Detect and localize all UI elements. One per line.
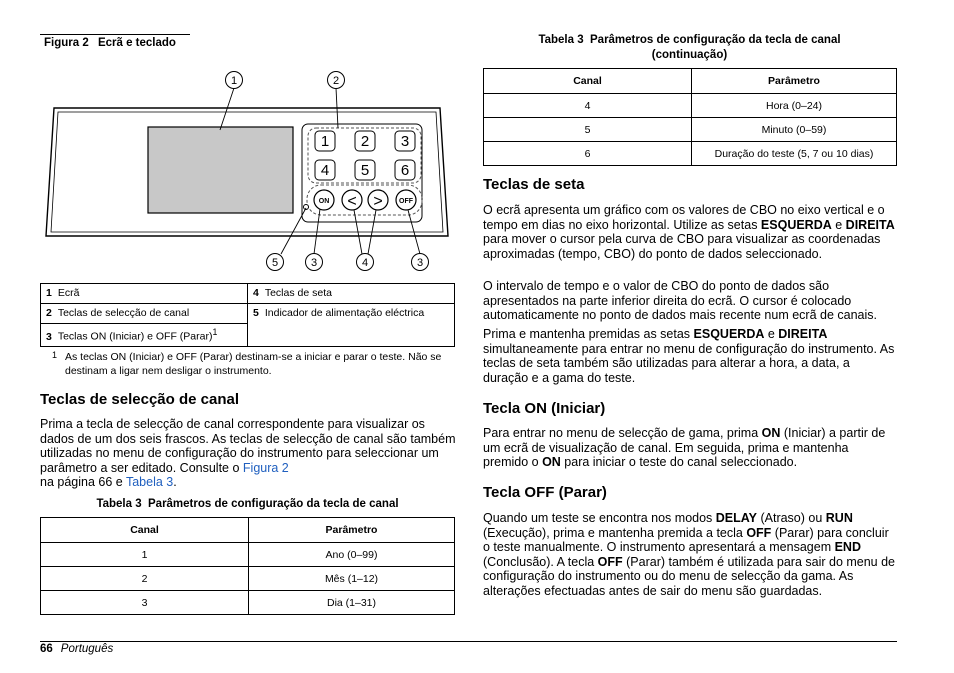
- channel-key-4[interactable]: [315, 160, 335, 180]
- channel-key-label: 3: [400, 133, 410, 150]
- text-run: Prima a tecla de selecção de canal correspondente para visualizar os dados de um dos seis frascos. As teclas de selecção de canal são também utilizadas no menu de configuração do instrumento para seleccionar um parâmetro a ser editado. Consulte o: [40, 417, 456, 475]
- display-screen: [148, 127, 293, 213]
- text-bold: RUN: [825, 511, 853, 525]
- heading-arrow-keys: Teclas de seta: [483, 176, 585, 193]
- text-run: na página 66 e: [40, 475, 126, 490]
- text-run: (Conclusão). A tecla: [483, 554, 598, 569]
- paragraph-off-key: [483, 511, 897, 599]
- footnote-ref: 1: [212, 327, 218, 337]
- left-arrow-button[interactable]: [342, 190, 362, 210]
- legend-row: [41, 304, 455, 324]
- on-button[interactable]: [314, 190, 334, 210]
- link-figura-2[interactable]: Figura 2: [242, 460, 289, 475]
- text-bold: END: [834, 540, 861, 555]
- table-cell: 5: [484, 118, 692, 142]
- legend-number: 4: [253, 287, 259, 299]
- callout-3-right: [412, 254, 429, 271]
- callout-3-left: [306, 254, 323, 271]
- figure-label: Figura 2: [44, 37, 89, 49]
- channel-key-2[interactable]: [355, 131, 375, 151]
- text-run: e: [764, 327, 779, 341]
- table-row: [484, 118, 897, 142]
- table-label: Tabela 3: [538, 34, 584, 46]
- legend-cell: [41, 284, 248, 304]
- text-run: Prima e mantenha premidas as setas: [483, 327, 694, 341]
- table-row: [41, 543, 455, 567]
- figure-caption: [44, 37, 176, 49]
- table-row: [41, 567, 455, 591]
- channel-key-label: 2: [360, 133, 370, 150]
- table-title: Parâmetros de configuração da tecla de canal: [148, 498, 399, 510]
- text-run: (Atraso) ou: [757, 511, 826, 525]
- left-arrow-icon: <: [347, 193, 357, 210]
- table-cell: 3: [41, 591, 249, 615]
- table-title: Parâmetros de configuração da tecla de canal: [590, 34, 841, 46]
- table-cell: 6: [484, 142, 692, 166]
- text-bold: OFF: [746, 525, 772, 540]
- legend-text: Teclas de seta: [264, 287, 332, 299]
- text-run: .: [173, 475, 177, 490]
- table-row: [484, 94, 897, 118]
- right-arrow-button[interactable]: [368, 190, 388, 210]
- table-cell: Hora (0–24): [692, 94, 897, 118]
- heading-channel-keys: Teclas de selecção de canal: [40, 391, 240, 408]
- text-bold: OFF: [597, 554, 623, 569]
- page-number: 66: [40, 643, 53, 655]
- off-button-label: OFF: [399, 198, 413, 205]
- footnote-text: As teclas ON (Iniciar) e OFF (Parar) destinam-se a iniciar e parar o teste. Não se destinam a ligar nem desligar o instrumento.: [65, 351, 442, 377]
- footer-rule: [40, 641, 897, 642]
- channel-key-6[interactable]: [395, 160, 415, 180]
- legend-number: 3: [46, 330, 52, 343]
- text-run: (Iniciar) a partir de um ecrã de visualização de canal. Em seguida, prima e mantenha premido o: [483, 426, 886, 470]
- table-cell: 1: [41, 543, 249, 567]
- legend-number: 5: [253, 307, 259, 319]
- paragraph-channel-keys: [40, 417, 458, 490]
- table-header-cell: Parâmetro: [692, 69, 897, 94]
- table-cell: Minuto (0–59): [692, 118, 897, 142]
- channel-key-3[interactable]: [395, 131, 415, 151]
- table-label: Tabela 3: [96, 498, 142, 510]
- channel-key-label: 6: [400, 162, 410, 179]
- callout-number: 2: [332, 75, 340, 87]
- figure-caption-rule: [40, 34, 190, 35]
- paragraph-on-key: [483, 426, 897, 470]
- table3: [40, 517, 455, 615]
- table-continuation: (continuação): [651, 49, 728, 61]
- callout-5: [267, 254, 284, 271]
- text-run: e: [831, 217, 846, 232]
- table-header-cell: Parâmetro: [249, 518, 455, 543]
- legend-cell: [41, 304, 248, 324]
- paragraph-arrow-keys-3: [483, 327, 897, 385]
- callout-number: 3: [416, 257, 424, 269]
- channel-key-label: 1: [320, 133, 330, 150]
- figure-legend: [40, 283, 455, 347]
- text-bold: ON: [542, 455, 561, 470]
- table-cell: Ano (0–99): [249, 543, 455, 567]
- text-bold: ESQUERDA: [693, 327, 765, 341]
- legend-text: Teclas ON (Iniciar) e OFF (Parar): [57, 330, 213, 343]
- table-cell: Dia (1–31): [249, 591, 455, 615]
- legend-text: Indicador de alimentação eléctrica: [264, 307, 425, 319]
- text-run: O ecrã apresenta um gráfico com os valores de CBO no eixo vertical e o tempo em dias no eixo horizontal. Utilize as setas: [483, 203, 885, 232]
- off-button[interactable]: [396, 190, 416, 210]
- heading-off-key: Tecla OFF (Parar): [483, 484, 607, 501]
- channel-key-5[interactable]: [355, 160, 375, 180]
- callout-number: 3: [310, 257, 318, 269]
- legend-number: 2: [46, 307, 52, 319]
- legend-cell: [248, 284, 455, 304]
- text-run: (Execução), prima e mantenha premida a tecla: [483, 525, 747, 540]
- callout-number: 1: [230, 75, 238, 87]
- footnote: [52, 350, 457, 378]
- paragraph-arrow-keys-1: [483, 203, 897, 261]
- text-run: (Parar) para concluir o teste manualmente. O instrumento apresentará a mensagem: [483, 525, 889, 555]
- text-run: Para entrar no menu de selecção de gama, prima: [483, 426, 762, 440]
- text-run: para iniciar o teste do canal seleccionado.: [560, 455, 798, 470]
- table-header-row: [41, 518, 455, 543]
- callout-2: [328, 72, 345, 89]
- table3-cont-caption: [483, 33, 896, 63]
- legend-cell: [248, 304, 455, 347]
- table-cell: Duração do teste (5, 7 ou 10 dias): [692, 142, 897, 166]
- footer-language: Português: [60, 643, 114, 655]
- channel-key-1[interactable]: [315, 131, 335, 151]
- text-run: simultaneamente para entrar no menu de configuração do instrumento. As teclas de seta também são utilizadas para alterar a hora, a data, a duração e a gama do teste.: [483, 341, 895, 385]
- legend-row: [41, 284, 455, 304]
- channel-key-label: 4: [320, 162, 330, 179]
- text-bold: DIREITA: [778, 327, 828, 341]
- text-bold: DELAY: [715, 511, 757, 525]
- callout-number: 4: [361, 257, 369, 269]
- footnote-mark: 1: [52, 350, 58, 360]
- legend-text: Ecrã: [57, 287, 80, 299]
- table-header-cell: Canal: [41, 518, 249, 543]
- text-bold: DIREITA: [845, 217, 895, 232]
- table-header-cell: Canal: [484, 69, 692, 94]
- callout-1: [226, 72, 243, 89]
- on-button-label: ON: [318, 198, 330, 205]
- table-row: [41, 591, 455, 615]
- heading-on-key: Tecla ON (Iniciar): [483, 400, 606, 417]
- text-run: para mover o cursor pela curva de CBO para visualizar as coordenadas aproximadas (tempo, CBO) do ponto de dados seleccionado.: [483, 232, 881, 261]
- text-run: (Parar) também é utilizada para sair do menu de configuração do instrumento ou do menu de selecção da gama. As alterações efectuadas antes de sair do menu são guardadas.: [483, 554, 896, 598]
- table3-caption: [40, 497, 455, 512]
- callout-number: 5: [271, 257, 279, 269]
- table-row: [484, 142, 897, 166]
- figure-title: Ecrã e teclado: [97, 37, 176, 49]
- paragraph-arrow-keys-2: O intervalo de tempo e o valor de CBO do ponto de dados são apresentados na parte inferior direita do ecrã. O cursor é colocado automaticamente no ponto de dados mais recente num ecrã de canais.: [483, 279, 877, 323]
- text-run: Quando um teste se encontra nos modos: [483, 511, 716, 525]
- legend-text: Teclas de selecção de canal: [57, 307, 190, 319]
- callout-4: [357, 254, 374, 271]
- page-footer: [40, 643, 113, 655]
- text-bold: ESQUERDA: [760, 217, 832, 232]
- table-cell: 2: [41, 567, 249, 591]
- table-cell: 4: [484, 94, 692, 118]
- table3-continued: [483, 68, 897, 166]
- link-tabela-3[interactable]: Tabela 3: [125, 475, 174, 490]
- table-header-row: [484, 69, 897, 94]
- legend-number: 1: [46, 287, 52, 299]
- keypad-figure: [40, 60, 458, 275]
- text-bold: ON: [761, 426, 781, 440]
- right-arrow-icon: >: [373, 193, 383, 210]
- legend-cell: [41, 324, 248, 347]
- table-cell: Mês (1–12): [249, 567, 455, 591]
- channel-key-label: 5: [360, 162, 370, 179]
